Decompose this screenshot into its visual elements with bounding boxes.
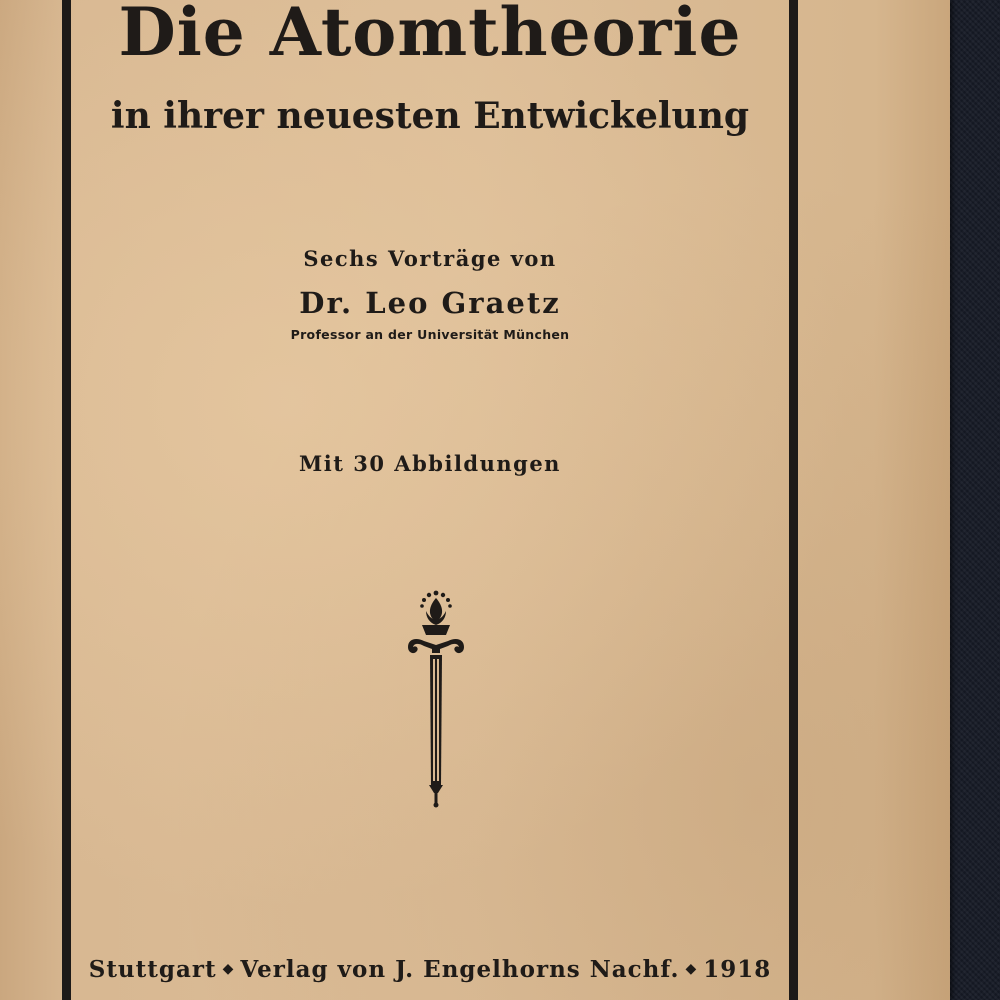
imprint-year: 1918 <box>703 956 772 983</box>
diamond-separator-icon: ◆ <box>685 961 698 977</box>
cover-title: Die Atomtheorie <box>118 0 742 71</box>
frame-line-left <box>62 0 71 1000</box>
lectures-line: Sechs Vorträge von <box>303 246 557 271</box>
book-spine-binding <box>946 0 1000 1000</box>
imprint-line <box>71 950 789 991</box>
diamond-separator-icon: ◆ <box>222 961 235 977</box>
author-affiliation: Professor an der Universität München <box>290 327 570 342</box>
cover-subtitle: in ihrer neuesten Entwickelung <box>110 95 750 137</box>
frame-line-right <box>789 0 798 1000</box>
imprint-city: Stuttgart <box>88 956 217 983</box>
torch-ornament-icon <box>404 585 468 810</box>
imprint-publisher: Verlag von J. Engelhorns Nachf. <box>240 956 680 983</box>
author-name: Dr. Leo Graetz <box>299 286 561 320</box>
illustrations-note: Mit 30 Abbildungen <box>299 451 561 476</box>
